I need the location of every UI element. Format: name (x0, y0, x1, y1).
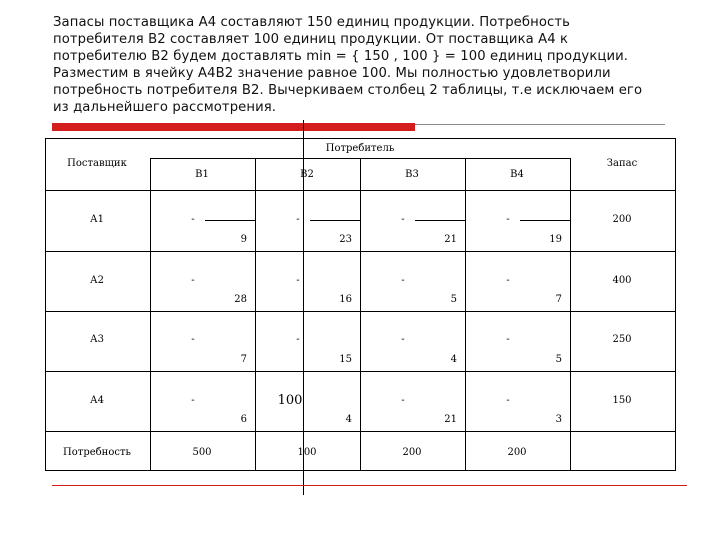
cost-a3-b4: 5 (555, 354, 562, 365)
text-line-4: Разместим в ячейку А4В2 значение равное 100. Мы полностью удовлетворили (53, 66, 611, 81)
cell-a4-b3: - (401, 395, 405, 406)
cell-a2-b4: - (506, 275, 510, 286)
demand-b4: 200 (507, 447, 527, 458)
text-line-6: из дальнейшего рассмотрения. (53, 100, 277, 115)
text-line-1: Запасы поставщика А4 составляют 150 единиц продукции. Потребность (53, 15, 570, 30)
demand-b2: 100 (297, 447, 317, 458)
cell-a3-b4: - (506, 334, 510, 345)
cost-a3-b3: 4 (450, 354, 457, 365)
cell-a3-b2: - (296, 334, 300, 345)
cell-a4-b4: - (506, 395, 510, 406)
cost-a4-b1: 6 (240, 414, 247, 425)
cell-a1-b3: - (401, 214, 405, 225)
column-header-b2: В2 (300, 169, 314, 180)
cell-a4-b2-allocation: 100 (277, 393, 303, 408)
text-line-5: потребность потребителя В2. Вычеркиваем столбец 2 таблицы, т.е исключаем его (53, 83, 643, 98)
supply-header: Запас (606, 158, 638, 169)
col-divider-3 (465, 158, 466, 471)
col-divider-1 (255, 158, 256, 471)
supply-a4: 150 (612, 395, 632, 406)
cell-a3-b3: - (401, 334, 405, 345)
supplier-header: Поставщик (67, 158, 127, 169)
red-divider-bar (52, 123, 415, 131)
cost-box-a1b3 (415, 220, 465, 221)
supply-a1: 200 (612, 214, 632, 225)
cell-a2-b1: - (191, 275, 195, 286)
cost-a4-b4: 3 (555, 414, 562, 425)
row-label-a1: А1 (90, 214, 104, 225)
supply-a3: 250 (612, 334, 632, 345)
cell-a2-b3: - (401, 275, 405, 286)
cost-box-a1b2 (310, 220, 360, 221)
cost-a2-b3: 5 (450, 294, 457, 305)
cell-a4-b1: - (191, 395, 195, 406)
cell-a3-b1: - (191, 334, 195, 345)
column-header-b1: В1 (195, 169, 209, 180)
text-line-2: потребителя В2 составляет 100 единиц продукции. От поставщика А4 к (53, 32, 569, 47)
cost-a4-b2: 4 (345, 414, 352, 425)
row-label-a3: А3 (90, 334, 104, 345)
gray-divider-line (415, 124, 665, 125)
cell-a1-b2: - (296, 214, 300, 225)
consumer-header: Потребитель (325, 143, 395, 154)
demand-b1: 500 (192, 447, 212, 458)
cost-a3-b2: 15 (339, 354, 352, 365)
column-header-b3: В3 (405, 169, 419, 180)
cost-a4-b3: 21 (444, 414, 457, 425)
cost-a2-b1: 28 (234, 294, 247, 305)
cost-a1-b1: 9 (240, 234, 247, 245)
cost-a1-b2: 23 (339, 234, 352, 245)
demand-b3: 200 (402, 447, 422, 458)
column-header-b4: В4 (510, 169, 524, 180)
row-label-a2: А2 (90, 275, 104, 286)
cell-a1-b4: - (506, 214, 510, 225)
supply-a2: 400 (612, 275, 632, 286)
col-divider-2 (360, 158, 361, 471)
table-right-border (675, 138, 676, 471)
col-divider-4 (570, 158, 571, 471)
cost-a1-b3: 21 (444, 234, 457, 245)
demand-label: Потребность (63, 447, 131, 458)
text-line-3: потребителю В2 будем доставлять min = { 150 , 100 } = 100 единиц продукции. (53, 49, 629, 64)
cost-a2-b4: 7 (555, 294, 562, 305)
cost-a2-b2: 16 (339, 294, 352, 305)
cost-a3-b1: 7 (240, 354, 247, 365)
table-left-border (45, 138, 46, 471)
cost-box-a1b4 (520, 220, 570, 221)
bottom-red-line (52, 485, 687, 486)
cell-a2-b2: - (296, 275, 300, 286)
cost-a1-b4: 19 (549, 234, 562, 245)
cost-box-a1b1 (205, 220, 255, 221)
col-divider-0 (150, 158, 151, 471)
problem-text (53, 14, 693, 116)
cell-a1-b1: - (191, 214, 195, 225)
table-top-border (45, 138, 675, 139)
row-label-a4: А4 (90, 395, 104, 406)
